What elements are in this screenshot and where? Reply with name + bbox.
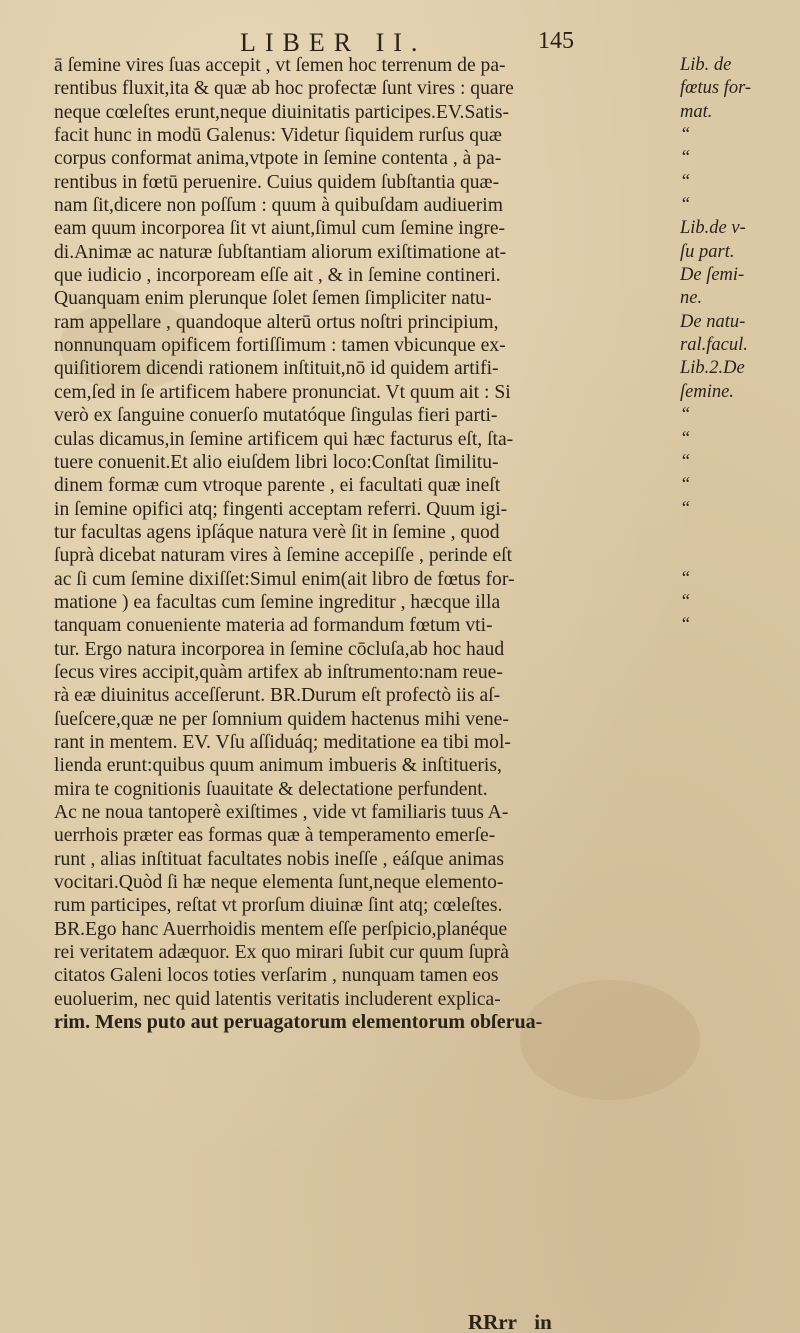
margin-note-line [680,778,798,801]
margin-note-line [680,848,798,871]
text-line: rentibus fluxit,ita & quæ ab hoc profectæ ſunt vires : quare [54,78,514,100]
margin-note-line: “ [680,568,691,589]
margin-note-line: Lib.de v- [680,218,746,239]
margin-note-line: “ [680,451,691,472]
text-line: verò ex ſanguine conuerſo mutatóque ſingulas fieri parti- [54,405,498,427]
margin-note-line: mat. [680,101,713,122]
margin-note-line [680,824,798,847]
text-line: rei veritatem adæquor. Ex quo mirari ſubit cur quum ſuprà [54,942,509,964]
text-line: tur. Ergo natura incorporea in ſemine cōcluſa,ab hoc haud [54,638,505,660]
margin-note-line: ral.facul. [680,335,748,356]
text-line: facit hunc in modū Galenus: Videtur ſiquidem rurſus quæ [54,125,502,147]
margin-note-line [680,894,798,917]
margin-note-line: “ [680,171,691,192]
signature-mark: RRrr [468,1310,517,1333]
margin-note-line [680,871,798,894]
margin-note-line: De ſemi- [680,265,745,286]
margin-note-line [680,941,798,964]
margin-note-line: “ [680,428,691,449]
margin-note-line [680,544,798,567]
margin-note-line [680,684,798,707]
margin-note-line [680,801,798,824]
running-title: LIBER II. [240,28,427,57]
margin-note-line: “ [680,405,691,426]
marginal-notes [680,54,798,1034]
margin-note-line: “ [680,475,691,496]
margin-note-line [680,754,798,777]
margin-note-line [680,988,798,1011]
text-line: uerrhois præter eas formas quæ à temperamento emerſe- [54,825,496,847]
text-line: matione ) ea facultas cum ſemine ingreditur , hæcque illa [54,591,501,613]
margin-note-line: “ [680,591,691,612]
margin-note-line: ſu part. [680,241,735,262]
text-line: tuere conuenit.Et alio eiuſdem libri loco:Conſtat ſimilitu- [54,451,499,473]
text-line: lienda erunt:quibus quum animum imbueris & inſtitueris, [54,755,502,777]
text-line: rum participes, reſtat vt prorſum diuinæ ſint atq; cœleſtes. [54,895,503,917]
text-line: Ac ne noua tantoperè exiſtimes , vide vt familiaris tuus A- [54,802,509,823]
text-line: runt , alias inſtituat facultates nobis ineſſe , eáſque animas [54,848,504,870]
text-line: tur facultas agens ipſáque natura verè ſit in ſemine , quod [54,521,500,543]
catchword-line [468,1310,552,1333]
text-line: ac ſi cum ſemine dixiſſet:Simul enim(ait libro de fœtus for- [54,568,515,590]
margin-note-line: “ [680,498,691,519]
margin-note-line: Lib. de [680,55,732,75]
margin-note-line: De natu- [680,311,746,332]
margin-note-line [680,661,798,684]
text-line: culas dicamus,in ſemine artificem qui hæc facturus eſt, ſta- [54,428,514,450]
text-line: ram appellare , quandoque alterū ortus noſtri principium, [54,311,499,333]
margin-note-line: “ [680,148,691,169]
body-text [54,54,679,1034]
text-line: in ſemine opifici atq; fingenti acceptam referri. Quum igi- [54,498,508,520]
margin-note-line: ſemine. [680,381,734,402]
text-line: dinem formæ cum vtroque parente , ei facultati quæ ineſt [54,475,501,497]
margin-note-line [680,1011,798,1034]
catchword: in [534,1310,552,1333]
text-line: mira te cognitionis ſuauitate & delectatione perfundent. [54,778,488,800]
text-line: Quanquam enim plerunque ſolet ſemen ſimpliciter natu- [54,288,492,310]
margin-note-line: Lib.2.De [680,358,745,379]
text-line: neque cœleſtes erunt,neque diuinitatis participes.EV.Satis- [54,101,510,123]
margin-note-line [680,731,798,754]
text-line: nonnunquam opificem fortiſſimum : tamen vbicunque ex- [54,335,506,357]
margin-note-line: fœtus for- [680,78,752,99]
text-line: corpus conformat anima,vtpote in ſemine contenta , à pa- [54,148,502,170]
text-line: rà eæ diuinitus acceſſerunt. BR.Durum eſt profectò iis aſ- [54,685,501,707]
text-line: rentibus in fœtū peruenire. Cuius quidem ſubſtantia quæ- [54,171,500,193]
margin-note-line [680,964,798,987]
margin-note-line: “ [680,615,691,636]
text-line: rant in mentem. EV. Vſu aſſiduáq; meditatione ea tibi mol- [54,731,511,753]
text-line: eam quum incorporea ſit vt aiunt,ſimul cum ſemine ingre- [54,218,506,240]
text-line: citatos Galeni locos toties verſarim , nunquam tamen eos [54,965,499,987]
text-line: di.Animæ ac naturæ ſubſtantiam aliorum exiſtimatione at- [54,241,507,263]
margin-note-line: ne. [680,288,703,309]
text-line: rim. Mens puto aut peruagatorum elementorum obſerua- [54,1011,543,1034]
margin-note-line [680,638,798,661]
text-line: ſueſcere,quæ ne per ſomnium quidem hactenus mihi vene- [54,708,509,730]
text-line: quiſitiorem dicendi rationem inſtituit,nō id quidem artifi- [54,358,499,380]
text-line: ā ſemine vires ſuas accepit , vt ſemen hoc terrenum de pa- [54,55,506,76]
text-line: tanquam conueniente materia ad formandum fœtum vti- [54,615,493,637]
page-number: 145 [538,28,574,54]
text-line: que iudicio , incorpoream eſſe ait , & in ſemine contineri. [54,265,501,287]
text-line: ſecus vires accipit,quàm artifex ab inſtrumento:nam reue- [54,661,503,683]
margin-note-line [680,708,798,731]
text-line: vocitari.Quòd ſi hæ neque elementa ſunt,neque elemento- [54,872,504,894]
margin-note-line [680,521,798,544]
text-line: ſuprà dicebat naturam vires à ſemine accepiſſe , perinde eſt [54,545,513,567]
text-line: nam ſit,dicere non poſſum : quum à quibuſdam audiuerim [54,195,503,217]
text-line: BR.Ego hanc Auerrhoidis mentem eſſe perſpicio,planéque [54,918,508,940]
margin-note-line: “ [680,195,691,216]
margin-note-line [680,918,798,941]
margin-note-line: “ [680,125,691,146]
text-line: cem,ſed in ſe artificem habere pronunciat. Vt quum ait : Si [54,381,511,403]
text-line: euoluerim, nec quid latentis veritatis includerent explica- [54,988,501,1010]
